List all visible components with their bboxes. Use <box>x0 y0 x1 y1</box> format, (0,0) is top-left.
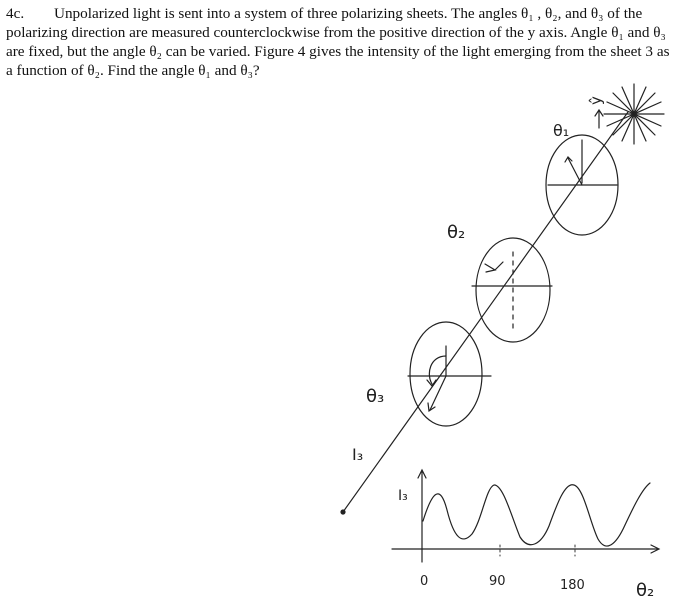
graph-tick-180: 180 <box>560 578 585 593</box>
polarizer-sheet-1 <box>546 135 618 235</box>
problem-number: 4c. <box>6 5 25 22</box>
i3-label: I₃ <box>352 445 364 464</box>
polarizer-sheet-2 <box>472 238 552 342</box>
theta2-label: θ₂ <box>447 222 466 243</box>
theta3-label: θ₃ <box>366 386 385 407</box>
intensity-curve <box>423 483 650 546</box>
graph-tick-90: 90 <box>489 574 506 589</box>
y-hat-label: ŷ <box>587 96 605 105</box>
unpolarized-light-icon <box>604 84 664 144</box>
graph-x-label: θ₂ <box>636 580 655 601</box>
light-beam-line <box>343 112 628 512</box>
polarizer-sheet-3 <box>408 322 491 426</box>
beam-endpoint <box>341 510 345 514</box>
theta1-label: θ₁ <box>553 121 570 140</box>
graph-y-label: I₃ <box>398 488 408 504</box>
intensity-graph <box>392 470 659 562</box>
problem-text: Unpolarized light is sent into a system of three polarizing sheets. The angles θ₁ , θ₂, and θ₃ of the polarizing direction are measured counterclockwise from the positive direction of the y axis. Angle θ₁ and θ₃ are fixed, but the angle θ₂ can be varied. Figure 4 gives the intensity of the light emerging from the sheet 3 as a function of θ₂. Find the angle θ₁ and θ₃? <box>6 5 670 79</box>
graph-tick-0: 0 <box>420 574 429 589</box>
